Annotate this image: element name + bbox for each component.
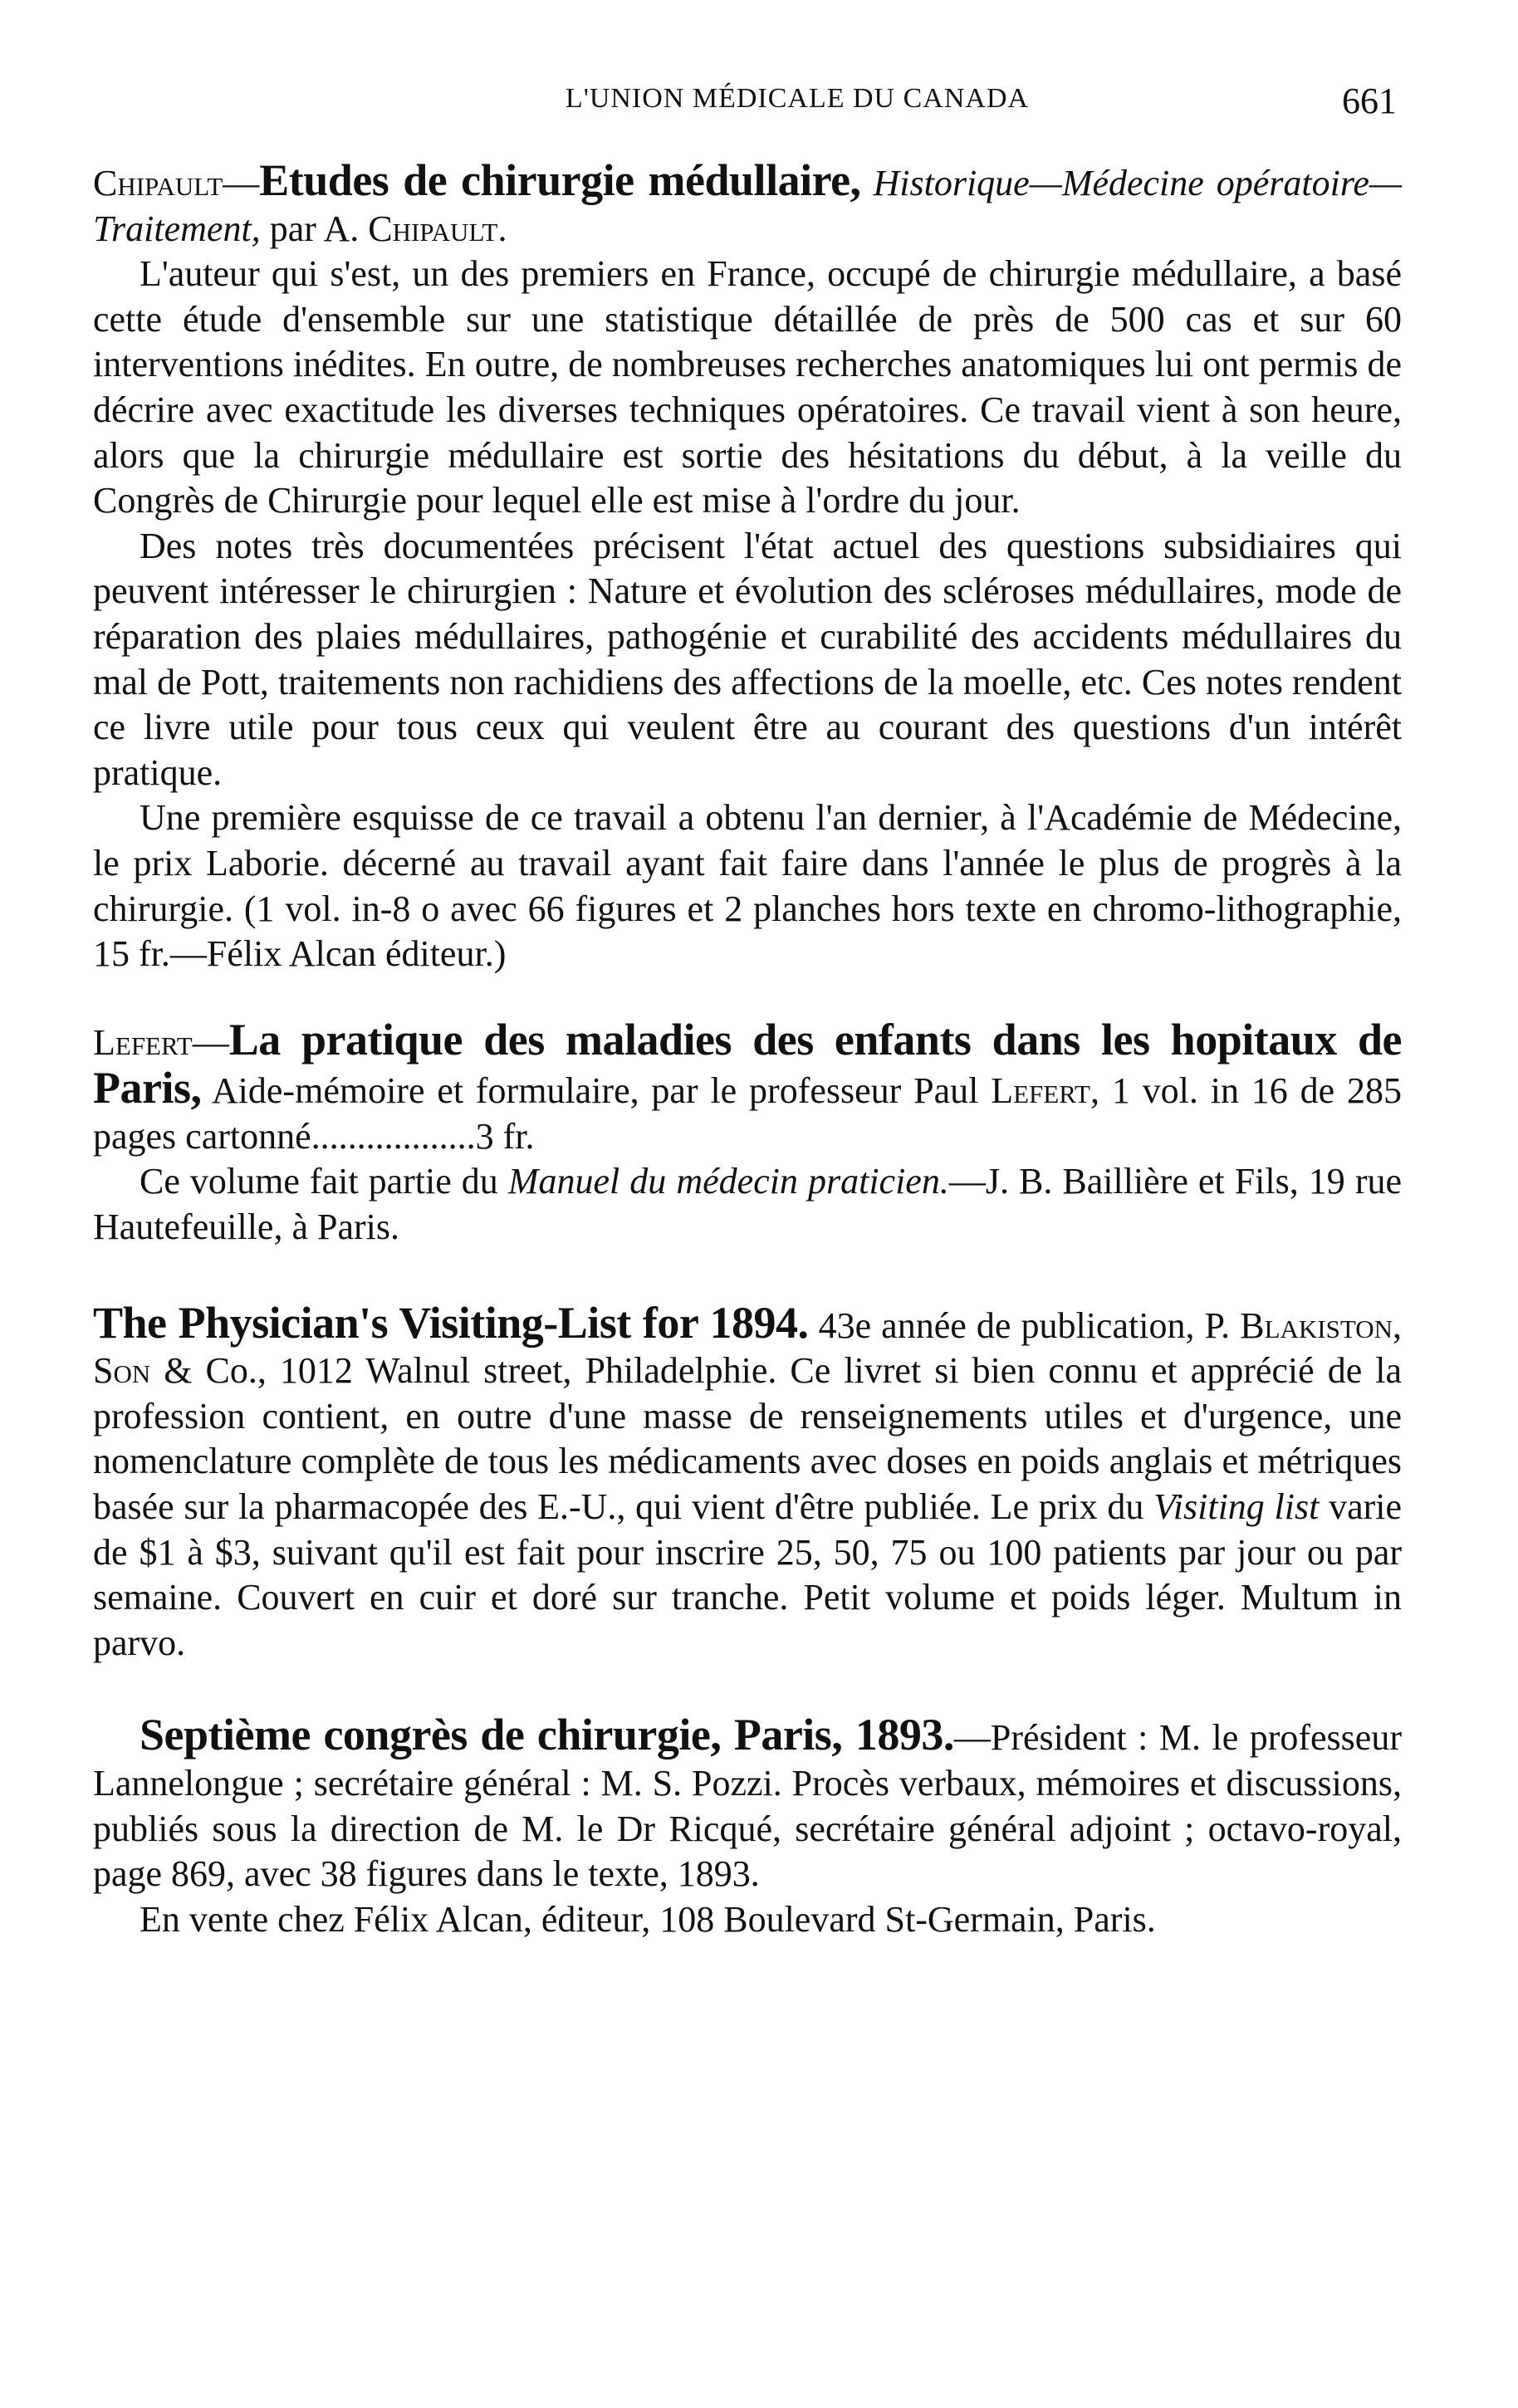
visiting-publisher: Blakiston, Son	[93, 1304, 1402, 1392]
visiting-paragraph	[93, 1297, 1403, 1667]
visiting-list-italic: Visiting list	[1153, 1486, 1320, 1528]
lefert-manual-title: Manuel du médecin praticien.	[507, 1161, 949, 1202]
chipault-dash: —	[223, 163, 260, 203]
chipault-heading	[93, 155, 1402, 252]
visiting-text-2: & Co., 1012 Walnul street, Philadelphie. Ce livret si bien connu et apprécié de la profession contient, en outre d'une masse de renseignements utiles et d'urgence, une nomenclature complète de tous les médicaments avec doses en poids anglais et métriques basée sur la pharmacopée des E.-U., qui vient d'être publiée. Le prix du	[93, 1350, 1402, 1528]
review-visiting-list	[93, 1297, 1403, 1667]
visiting-text-1: 43e année de publication, P.	[818, 1304, 1231, 1346]
congres-text-1: —Président : M. le professeur Lannelongue ; secrétaire général : M. S. Pozzi. Procès verbaux, mémoires et discussions, publiés sous la direction de M. le Dr Ricqué, secrétaire général adjoint ; octavo-royal, page 869, avec 38 figures dans le texte, 1893.	[93, 1717, 1402, 1895]
chipault-paragraph-3: Une première esquisse de ce travail a obtenu l'an dernier, à l'Académie de Médecine, le prix Laborie. décerné au travail ayant fait faire dans l'année le plus de progrès à la chirurgie. (1 vol. in-8 o avec 66 figures et 2 planches hors texte en chromo-lithographie, 15 fr.—Félix Alcan éditeur.)	[93, 797, 1402, 975]
lefert-title: La pratique des maladies des enfants dans les hopitaux de Paris,	[93, 1014, 1402, 1113]
review-chipault	[93, 155, 1402, 977]
chipault-author: Chipault	[93, 163, 223, 203]
lefert-para2-suffix: —J. B. Baillière et Fils, 19 rue Hautefeuille, à Paris.	[93, 1161, 1402, 1248]
chipault-paragraph-1: L'auteur qui s'est, un des premiers en France, occupé de chirurgie médullaire, a basé cette étude d'ensemble sur une statistique détaillée de près de 500 cas et sur 60 interventions inédites. En outre, de nombreuses recherches anatomiques lui ont permis de décrire avec exactitude les diverses techniques opératoires. Ce travail vient à son heure, alors que la chirurgie médullaire est sortie des hésitations du début, à la veille du Congrès de Chirurgie pour lequel elle est mise à l'ordre du jour.	[93, 253, 1402, 521]
chipault-by-name: Chipault.	[368, 208, 507, 249]
lefert-paragraph-2	[93, 1159, 1402, 1250]
running-head	[93, 83, 1402, 133]
lefert-dash: —	[192, 1021, 229, 1063]
lefert-description: Aide-mémoire et formulaire, par le professeur Paul	[211, 1070, 979, 1112]
visiting-title: The Physician's Visiting-List for 1894.	[93, 1297, 809, 1348]
congres-title: Septième congrès de chirurgie, Paris, 1893.	[140, 1710, 954, 1760]
congres-paragraph-1	[93, 1712, 1402, 1897]
page-number: 661	[1342, 81, 1397, 121]
lefert-heading	[93, 1014, 1403, 1160]
lefert-para2-prefix: Ce volume fait partie du	[140, 1161, 498, 1202]
chipault-title: Etudes de chirurgie médullaire,	[259, 155, 861, 205]
chipault-subtitle: Historique—Médecine opératoire—Traitement,	[93, 163, 1402, 249]
lefert-price-line: 1 vol. in 16 de 285 pages cartonné..................3 fr.	[93, 1070, 1403, 1157]
lefert-author-name: Lefert,	[991, 1070, 1099, 1112]
chipault-by-prefix: par A.	[269, 208, 360, 249]
chipault-paragraph-2: Des notes très documentées précisent l'état actuel des questions subsidiaires qui peuvent intéresser le chirurgien : Nature et évolution des scléroses médullaires, mode de réparation des plaies médullaires, pathogénie et curabilité des accidents médullaires du mal de Pott, traitements non rachidiens des affections de la moelle, etc. Ces notes rendent ce livre utile pour tous ceux qui veulent être au courant des questions d'un intérêt pratique.	[93, 525, 1402, 793]
lefert-author: Lefert	[93, 1021, 193, 1063]
review-lefert	[93, 1014, 1403, 1250]
congres-paragraph-2: En vente chez Félix Alcan, éditeur, 108 Boulevard St-Germain, Paris.	[140, 1898, 1156, 1940]
visiting-text-3: varie de $1 à $3, suivant qu'il est fait pour inscrire 25, 50, 75 ou 100 patients par jour ou par semaine. Couvert en cuir et doré sur tranche. Petit volume et poids léger. Multum in parvo.	[93, 1486, 1403, 1663]
review-congres	[93, 1712, 1402, 1942]
journal-title: L'UNION MÉDICALE DU CANADA	[565, 83, 1030, 114]
